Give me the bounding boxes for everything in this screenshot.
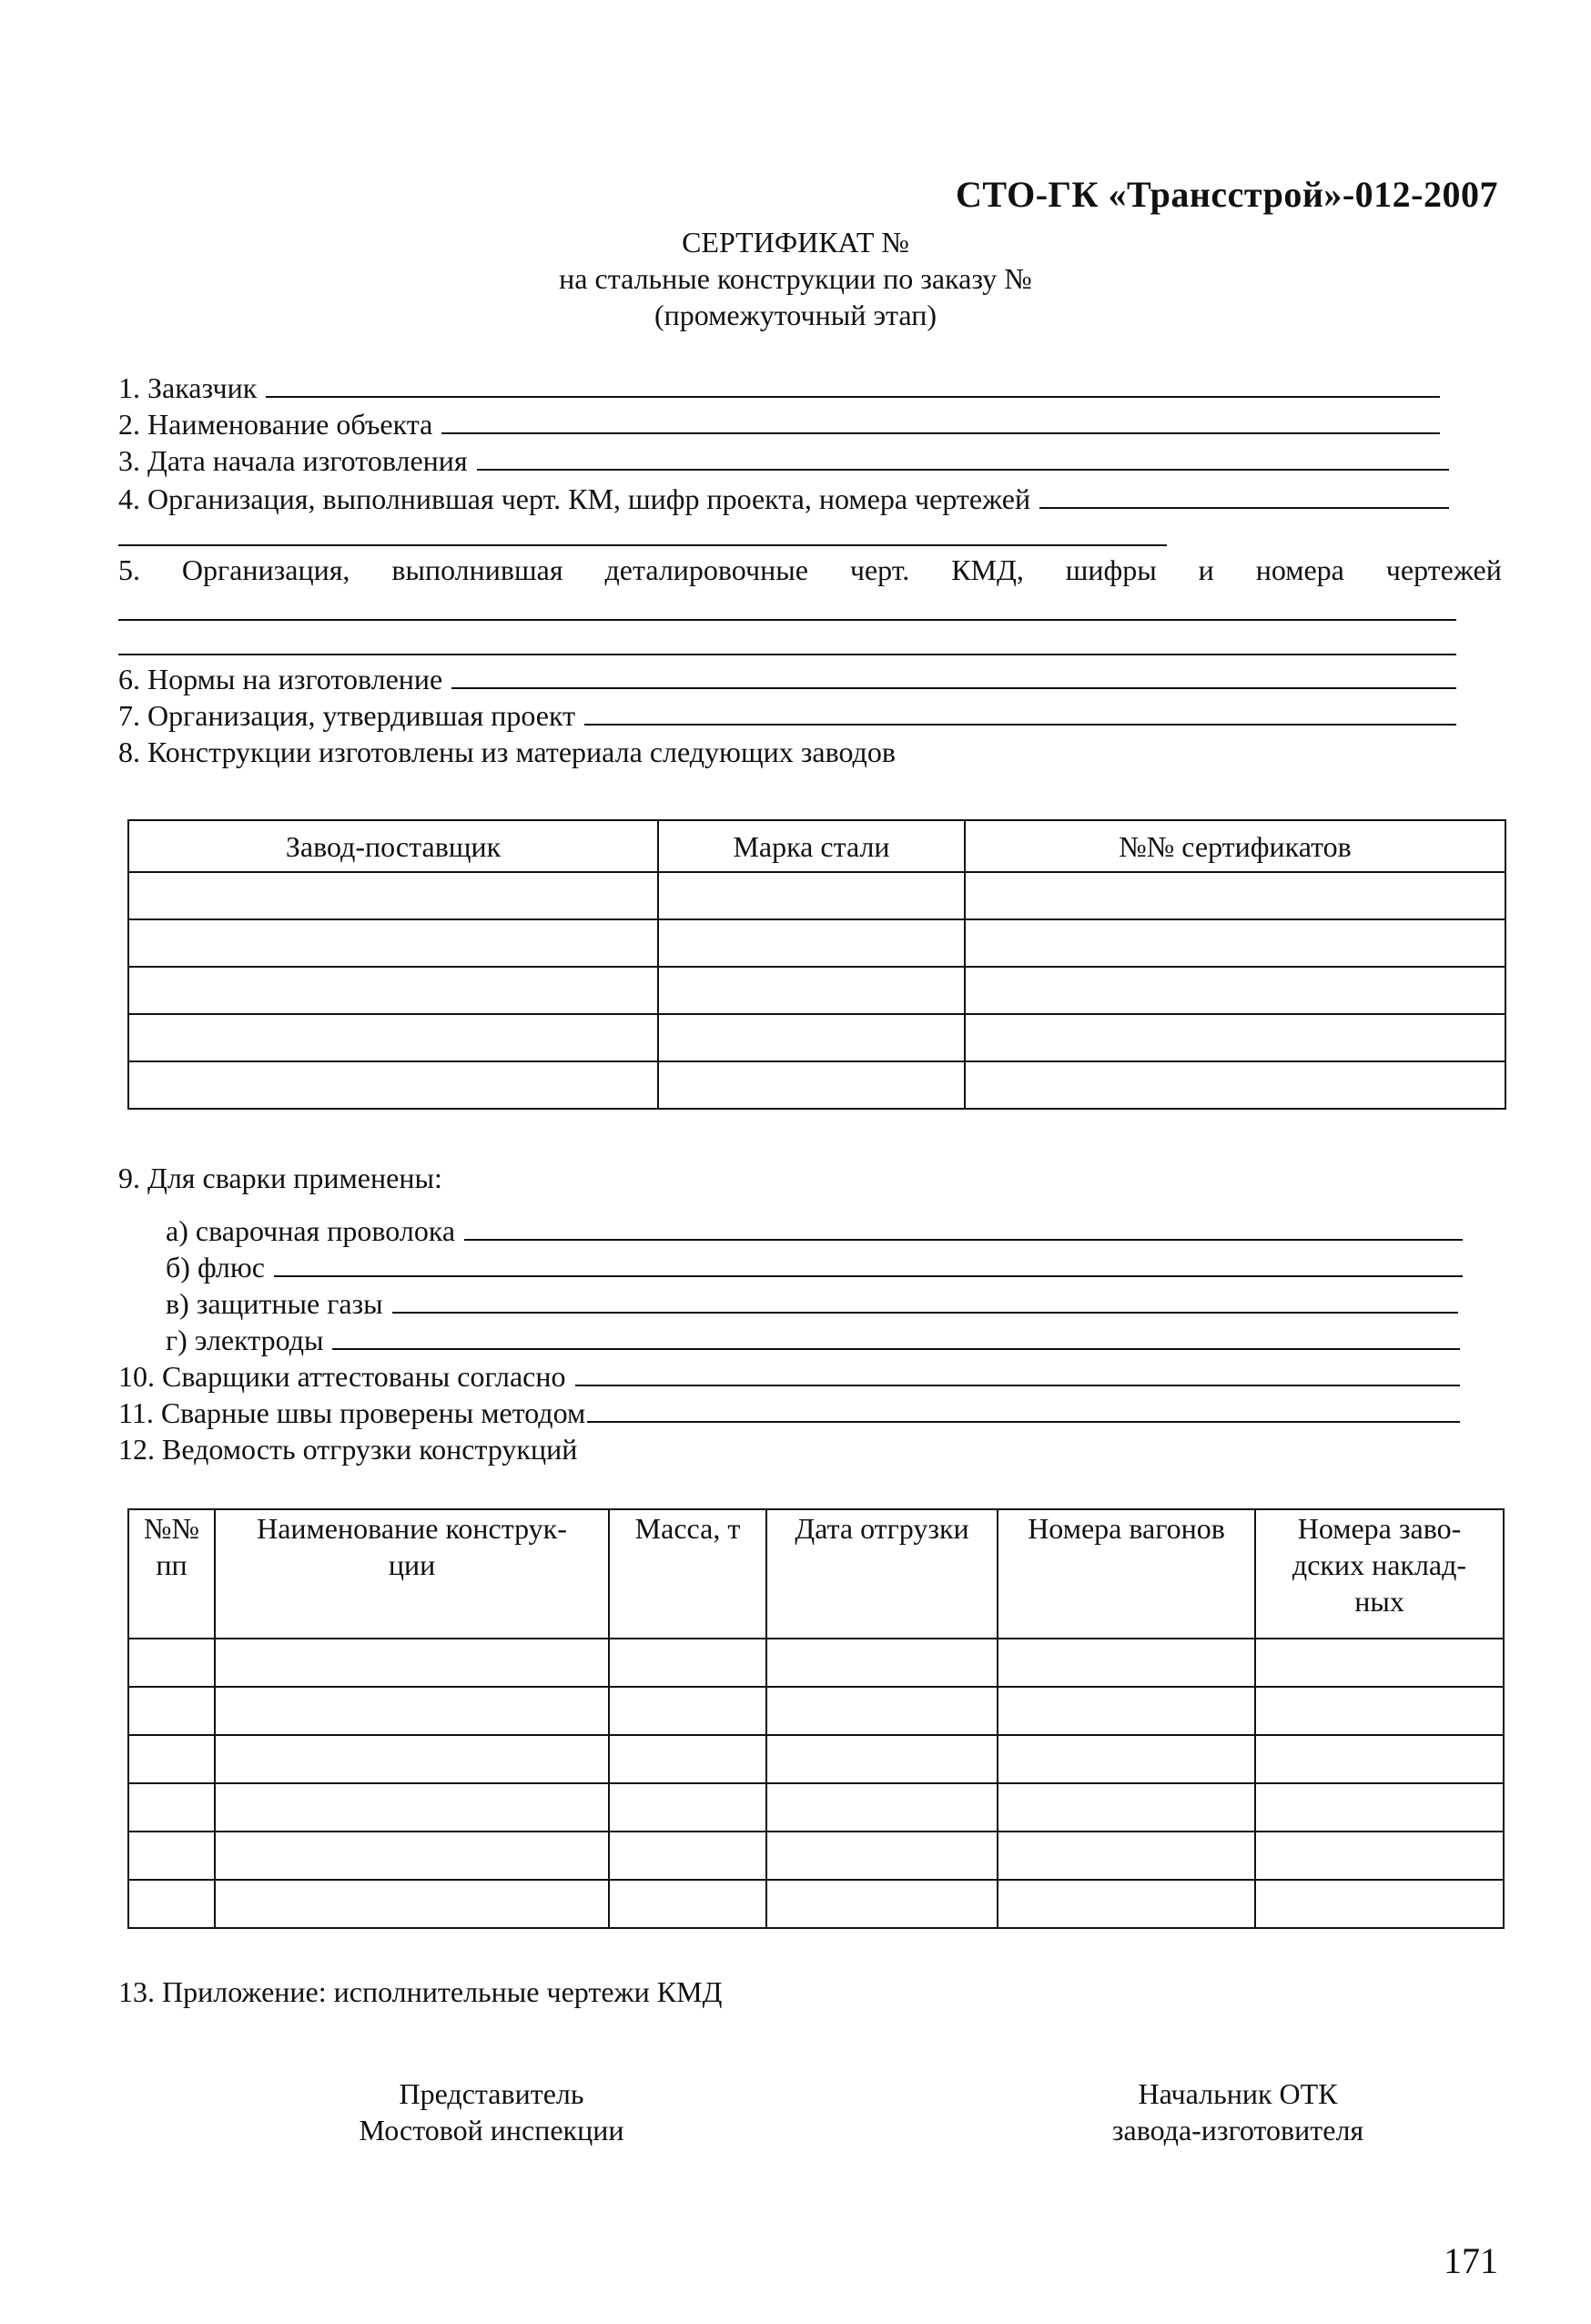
- table-cell[interactable]: [609, 1639, 766, 1687]
- table-cell[interactable]: [609, 1783, 766, 1832]
- table-cell[interactable]: [128, 1687, 215, 1735]
- field-materials-heading: [118, 734, 896, 770]
- table-cell[interactable]: [766, 1832, 998, 1880]
- signature-left-org: Мостовой инспекции: [359, 2114, 624, 2146]
- table-cell[interactable]: [658, 1014, 965, 1061]
- field-kmd-word: КМД,: [951, 553, 1024, 586]
- welding-heading-label: 9. Для сварки применены:: [118, 1162, 442, 1194]
- table-cell[interactable]: [766, 1687, 998, 1735]
- signature-left-title: Представитель: [399, 2077, 584, 2110]
- field-shielding-gases-blank[interactable]: [392, 1312, 1458, 1314]
- field-approving-organization-label: 7. Организация, утвердившая проект: [118, 699, 576, 732]
- field-materials-heading-label: 8. Конструкции изготовлены из материала следующих заводов: [118, 736, 896, 768]
- table-cell[interactable]: [1255, 1639, 1504, 1687]
- table-cell[interactable]: [658, 919, 965, 967]
- table-cell[interactable]: [128, 1832, 215, 1880]
- field-kmd-word: и: [1198, 553, 1214, 586]
- signature-left: [300, 2075, 683, 2148]
- table-cell[interactable]: [658, 967, 965, 1014]
- header-supplier: Завод-поставщик: [128, 820, 658, 872]
- table-cell[interactable]: [965, 1061, 1505, 1109]
- table-cell[interactable]: [215, 1639, 609, 1687]
- field-norms-blank[interactable]: [451, 687, 1456, 689]
- field-km-organization-label: 4. Организация, выполнившая черт. КМ, шифр проекта, номера чертежей: [118, 482, 1031, 515]
- field-kmd-word: шифры: [1065, 553, 1157, 586]
- table-cell[interactable]: [998, 1687, 1255, 1735]
- shipping-table: [127, 1508, 1505, 1929]
- field-welder-certification-blank[interactable]: [575, 1385, 1461, 1386]
- field-shielding-gases: [166, 1285, 1458, 1322]
- field-welding-wire: [166, 1213, 1463, 1249]
- field-object-name: [118, 406, 1440, 442]
- table-cell[interactable]: [965, 872, 1505, 919]
- table-row: [128, 1061, 1505, 1109]
- table-row: [128, 1832, 1504, 1880]
- table-cell[interactable]: [128, 1735, 215, 1783]
- header-steel-grade: Марка стали: [658, 820, 965, 872]
- field-km-organization-extra-line[interactable]: [118, 544, 1167, 546]
- table-cell[interactable]: [1255, 1783, 1504, 1832]
- table-cell[interactable]: [128, 1783, 215, 1832]
- field-weld-inspection: [118, 1395, 1460, 1431]
- table-cell[interactable]: [215, 1783, 609, 1832]
- signature-right-title: Начальник ОТК: [1138, 2077, 1338, 2110]
- field-start-date: [118, 442, 1449, 479]
- table-cell[interactable]: [215, 1880, 609, 1928]
- table-cell[interactable]: [128, 1880, 215, 1928]
- field-kmd-word: Организация,: [181, 553, 350, 586]
- field-weld-inspection-label: 11. Сварные швы проверены методом: [118, 1396, 586, 1429]
- signature-right-org: завода-изготовителя: [1111, 2114, 1364, 2146]
- field-flux-blank[interactable]: [274, 1275, 1463, 1277]
- table-cell[interactable]: [1255, 1880, 1504, 1928]
- table-cell[interactable]: [998, 1735, 1255, 1783]
- header-wagon-numbers: Номера вагонов: [998, 1509, 1255, 1639]
- materials-table-header: [128, 820, 1505, 872]
- table-cell[interactable]: [1255, 1735, 1504, 1783]
- field-welding-wire-blank[interactable]: [464, 1239, 1463, 1241]
- table-cell[interactable]: [998, 1832, 1255, 1880]
- table-row: [128, 967, 1505, 1014]
- field-flux: [166, 1249, 1463, 1285]
- table-row: [128, 1880, 1504, 1928]
- table-cell[interactable]: [965, 967, 1505, 1014]
- field-flux-label: б) флюс: [166, 1251, 265, 1284]
- field-kmd-word: 5.: [118, 553, 140, 586]
- field-start-date-blank[interactable]: [477, 469, 1449, 471]
- materials-table: [127, 819, 1506, 1110]
- table-cell[interactable]: [609, 1735, 766, 1783]
- table-cell[interactable]: [1255, 1687, 1504, 1735]
- field-electrodes-label: г) электроды: [166, 1324, 324, 1356]
- field-customer-label: 1. Заказчик: [118, 371, 258, 404]
- table-cell[interactable]: [658, 1061, 965, 1109]
- field-weld-inspection-blank[interactable]: [587, 1421, 1460, 1423]
- field-km-organization: [118, 481, 1449, 517]
- table-cell[interactable]: [128, 1014, 658, 1061]
- table-row: [128, 1687, 1504, 1735]
- table-cell[interactable]: [215, 1687, 609, 1735]
- field-electrodes: [166, 1322, 1460, 1358]
- table-row: [128, 1783, 1504, 1832]
- table-cell[interactable]: [965, 919, 1505, 967]
- field-object-name-label: 2. Наименование объекта: [118, 408, 433, 441]
- table-row: [128, 919, 1505, 967]
- table-cell[interactable]: [965, 1014, 1505, 1061]
- table-row: [128, 1639, 1504, 1687]
- field-customer-blank[interactable]: [266, 396, 1440, 398]
- table-cell[interactable]: [215, 1735, 609, 1783]
- field-welder-certification-label: 10. Сварщики аттестованы согласно: [118, 1360, 566, 1393]
- header-item-number: №№ пп: [128, 1509, 215, 1639]
- table-cell[interactable]: [128, 1639, 215, 1687]
- header-mass: Масса, т: [609, 1509, 766, 1639]
- table-cell[interactable]: [128, 919, 658, 967]
- table-cell[interactable]: [766, 1783, 998, 1832]
- table-cell[interactable]: [998, 1783, 1255, 1832]
- field-approving-organization-blank[interactable]: [584, 724, 1456, 726]
- table-cell[interactable]: [998, 1880, 1255, 1928]
- table-cell[interactable]: [215, 1832, 609, 1880]
- table-cell[interactable]: [128, 872, 658, 919]
- table-row: [128, 872, 1505, 919]
- field-kmd-word: деталировочные: [604, 553, 808, 586]
- table-cell[interactable]: [128, 1061, 658, 1109]
- document-code: СТО-ГК «Трансстрой»-012-2007: [956, 174, 1498, 215]
- shipping-table-header: [128, 1509, 1504, 1639]
- field-kmd-word: чертежей: [1385, 553, 1502, 586]
- shipping-heading-label: 12. Ведомость отгрузки конструкций: [118, 1433, 578, 1466]
- header-shipping-date: Дата отгрузки: [766, 1509, 998, 1639]
- field-kmd-word: черт.: [849, 553, 910, 586]
- table-cell[interactable]: [1255, 1832, 1504, 1880]
- table-cell[interactable]: [766, 1639, 998, 1687]
- appendix-note: [118, 1974, 722, 2010]
- field-object-name-blank[interactable]: [441, 432, 1440, 434]
- field-kmd-blank-line-1[interactable]: [118, 619, 1456, 621]
- table-cell[interactable]: [998, 1639, 1255, 1687]
- table-row: [128, 1014, 1505, 1061]
- field-kmd-word: выполнившая: [391, 553, 563, 586]
- field-customer: [118, 370, 1440, 406]
- table-cell[interactable]: [766, 1880, 998, 1928]
- table-cell[interactable]: [609, 1880, 766, 1928]
- field-shielding-gases-label: в) защитные газы: [166, 1287, 383, 1320]
- field-kmd-blank-line-2[interactable]: [118, 654, 1456, 655]
- shipping-heading: [118, 1431, 577, 1467]
- field-km-organization-blank[interactable]: [1039, 507, 1449, 509]
- field-kmd-word: номера: [1255, 553, 1344, 586]
- field-approving-organization: [118, 697, 1456, 734]
- field-electrodes-blank[interactable]: [332, 1348, 1460, 1350]
- field-kmd-organization: [118, 552, 1502, 588]
- field-start-date-label: 3. Дата начала изготовления: [118, 444, 468, 477]
- appendix-note-label: 13. Приложение: исполнительные чертежи КМД: [118, 1975, 723, 2008]
- table-cell[interactable]: [766, 1735, 998, 1783]
- header-invoice-numbers: Номера заво-дских наклад-ных: [1255, 1509, 1504, 1639]
- signature-right: [1047, 2075, 1429, 2148]
- table-cell[interactable]: [658, 872, 965, 919]
- page-number: 171: [1444, 2240, 1498, 2281]
- field-norms-label: 6. Нормы на изготовление: [118, 663, 443, 695]
- header-certificate-numbers: №№ сертификатов: [965, 820, 1505, 872]
- table-cell[interactable]: [609, 1687, 766, 1735]
- table-cell[interactable]: [128, 967, 658, 1014]
- table-row: [128, 1735, 1504, 1783]
- header-construction-name: Наименование конструк-ции: [215, 1509, 609, 1639]
- welding-heading: [118, 1160, 442, 1196]
- field-welding-wire-label: а) сварочная проволока: [166, 1214, 456, 1247]
- field-norms: [118, 661, 1456, 697]
- certificate-title: СЕРТИФИКАТ №: [682, 226, 909, 259]
- field-welder-certification: [118, 1358, 1460, 1395]
- certificate-subtitle: на стальные конструкции по заказу №: [559, 262, 1032, 295]
- table-cell[interactable]: [609, 1832, 766, 1880]
- certificate-stage: (промежуточный этап): [654, 299, 937, 331]
